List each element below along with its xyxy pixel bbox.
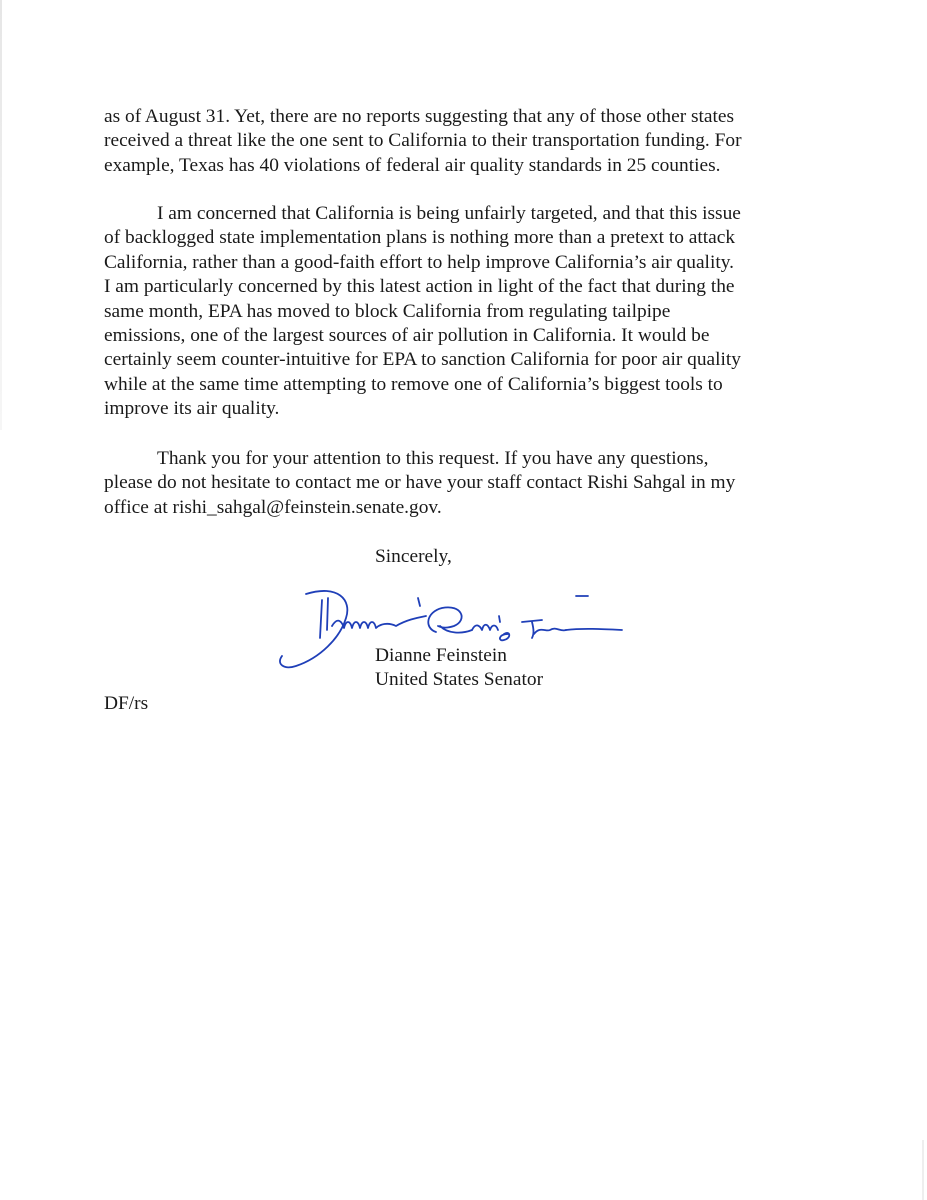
scan-edge-left — [0, 0, 2, 430]
signer-title: United States Senator — [375, 669, 544, 690]
text-line: office at rishi_sahgal@feinstein.senate.gov. — [104, 496, 442, 518]
text-line: example, Texas has 40 violations of federal air quality standards in 25 counties. — [104, 154, 721, 176]
text-line: California, rather than a good-faith effort to help improve California’s air quality. — [104, 251, 734, 273]
typist-initials: DF/rs — [104, 693, 149, 714]
text-line: please do not hesitate to contact me or have your staff contact Rishi Sahgal in my — [104, 472, 736, 494]
paragraph-thank-you — [104, 447, 804, 520]
text-line: same month, EPA has moved to block California from regulating tailpipe — [104, 300, 671, 322]
text-line: I am concerned that California is being unfairly targeted, and that this issue — [157, 203, 741, 224]
text-line: received a threat like the one sent to California to their transportation funding. For — [104, 130, 742, 152]
text-line: I am particularly concerned by this latest action in light of the fact that during the — [104, 276, 735, 298]
text-line: as of August 31. Yet, there are no reports suggesting that any of those other states — [104, 106, 735, 127]
paragraph-unfairly-targeted — [104, 202, 804, 422]
paragraph-transportation-funding — [104, 105, 804, 178]
signer-name: Dianne Feinstein — [375, 645, 507, 666]
text-line: Thank you for your attention to this request. If you have any questions, — [157, 448, 709, 469]
text-line: improve its air quality. — [104, 398, 280, 420]
text-line: certainly seem counter-intuitive for EPA to sanction California for poor air quality — [104, 349, 742, 371]
closing-salutation: Sincerely, — [375, 546, 452, 567]
text-line: while at the same time attempting to remove one of California’s biggest tools to — [104, 373, 723, 395]
scan-edge-right — [922, 1140, 924, 1200]
text-line: of backlogged state implementation plans is nothing more than a pretext to attack — [104, 227, 736, 249]
text-line: emissions, one of the largest sources of air pollution in California. It would be — [104, 325, 710, 347]
